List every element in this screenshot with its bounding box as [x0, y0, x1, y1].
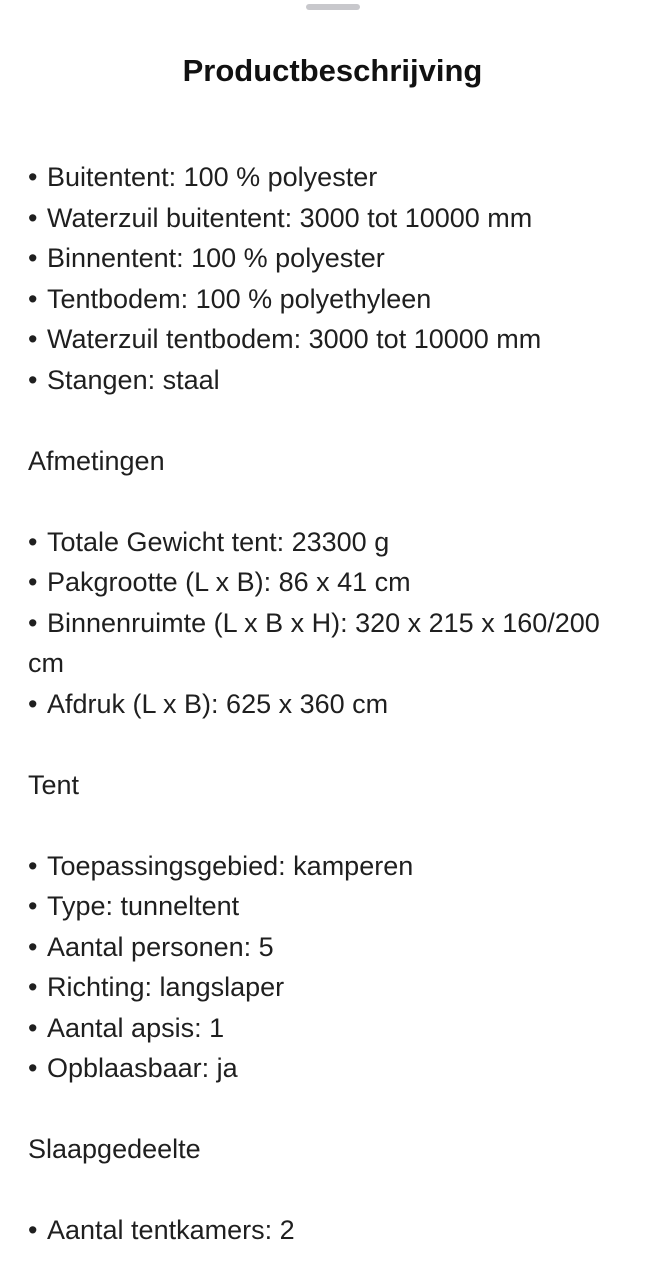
- bullet-icon: •: [28, 1215, 38, 1245]
- list-item-text: Waterzuil buitentent: 3000 tot 10000 mm: [47, 202, 533, 233]
- bullet-icon: •: [28, 688, 38, 719]
- bullet-icon: •: [28, 607, 38, 638]
- list-item-text: Aantal apsis: 1: [47, 1012, 225, 1043]
- list-item: [28, 967, 643, 1008]
- list-item: [28, 684, 643, 725]
- list-item: [28, 603, 643, 684]
- list-item-text: Stangen: staal: [47, 364, 220, 395]
- list-item: [28, 238, 643, 279]
- list-item: [28, 1048, 643, 1089]
- bullet-icon: •: [28, 931, 38, 962]
- tent-list: [28, 846, 643, 1089]
- list-item-text: Pakgrootte (L x B): 86 x 41 cm: [47, 567, 411, 597]
- bullet-icon: •: [28, 202, 38, 233]
- bullet-icon: •: [28, 283, 38, 314]
- list-item-text: Binnenruimte (L x B x H): 320 x 215 x 160/200 cm: [28, 607, 608, 678]
- section-heading-sleeping: Slaapgedeelte: [28, 1134, 201, 1164]
- list-item: [28, 562, 643, 603]
- list-item: [28, 1210, 643, 1251]
- list-item-text: Waterzuil tentbodem: 3000 tot 10000 mm: [47, 324, 542, 354]
- list-item-text: Aantal tentkamers: 2: [47, 1215, 295, 1245]
- bullet-icon: •: [28, 243, 38, 273]
- bullet-icon: •: [28, 850, 38, 881]
- materials-list: [28, 157, 643, 400]
- bullet-icon: •: [28, 324, 38, 354]
- dimensions-list: [28, 522, 643, 725]
- list-item: [28, 886, 643, 927]
- bullet-icon: •: [28, 891, 38, 921]
- product-description: [28, 157, 643, 1251]
- list-item-text: Totale Gewicht tent: 23300 g: [47, 526, 390, 557]
- section-spacer: [28, 724, 643, 765]
- bullet-icon: •: [28, 364, 38, 395]
- list-item: [28, 846, 643, 887]
- list-item-text: Toepassingsgebied: kamperen: [47, 850, 414, 881]
- list-item: [28, 1008, 643, 1049]
- section-spacer: [28, 1170, 643, 1211]
- sheet-grabber-handle[interactable]: [306, 4, 360, 10]
- list-item-text: Richting: langslaper: [47, 972, 285, 1002]
- section-heading-dimensions: Afmetingen: [28, 445, 165, 476]
- section-spacer: [28, 400, 643, 441]
- list-item: [28, 360, 643, 401]
- bullet-icon: •: [28, 162, 38, 192]
- list-item: [28, 279, 643, 320]
- list-item-text: Aantal personen: 5: [47, 931, 274, 962]
- bullet-icon: •: [28, 567, 38, 597]
- section-spacer: [28, 1089, 643, 1130]
- bullet-icon: •: [28, 1012, 38, 1043]
- section-heading-tent: Tent: [28, 769, 80, 800]
- list-item-text: Tentbodem: 100 % polyethyleen: [47, 283, 432, 314]
- section-spacer: [28, 805, 643, 846]
- list-item-text: Type: tunneltent: [47, 891, 240, 921]
- list-item: [28, 522, 643, 563]
- list-item-text: Opblaasbaar: ja: [47, 1053, 238, 1083]
- bullet-icon: •: [28, 526, 38, 557]
- list-item-text: Afdruk (L x B): 625 x 360 cm: [47, 688, 389, 719]
- list-item-text: Buitentent: 100 % polyester: [47, 162, 378, 192]
- section-spacer: [28, 481, 643, 522]
- sheet-title: Productbeschrijving: [182, 53, 483, 88]
- sleeping-list: [28, 1210, 643, 1251]
- list-item: [28, 198, 643, 239]
- list-item: [28, 927, 643, 968]
- list-item: [28, 319, 643, 360]
- list-item-text: Binnentent: 100 % polyester: [47, 243, 385, 273]
- bullet-icon: •: [28, 972, 38, 1002]
- list-item: [28, 157, 643, 198]
- bullet-icon: •: [28, 1053, 38, 1083]
